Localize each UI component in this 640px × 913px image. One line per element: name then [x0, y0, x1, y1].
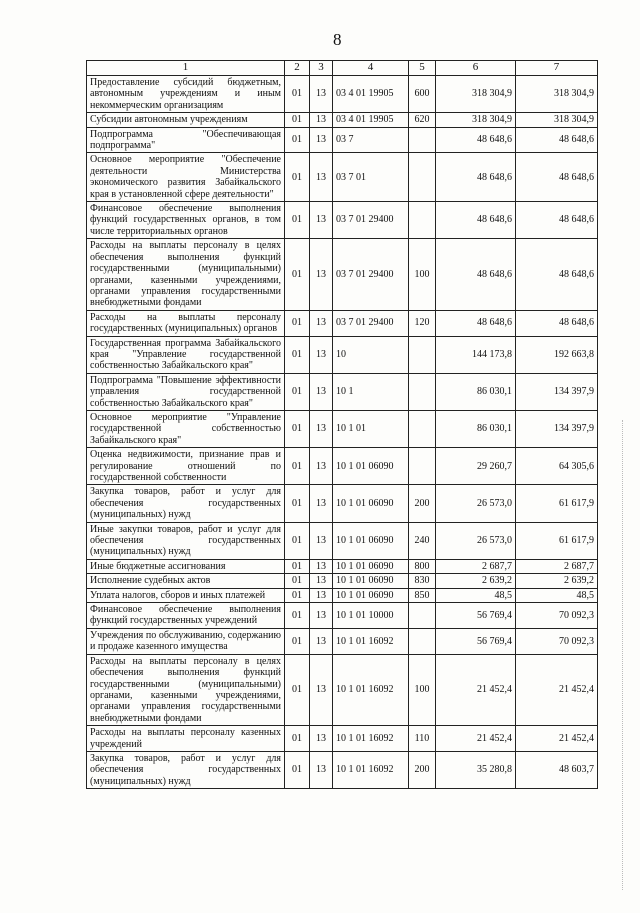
sum-cell-col6: 21 452,4 — [436, 654, 516, 725]
sum-cell-col7: 48 603,7 — [516, 751, 598, 788]
sum-cell-col6: 48 648,6 — [436, 310, 516, 336]
row-name-cell: Учреждения по обслуживанию, содержанию и продаже казенного имущества — [87, 628, 285, 654]
sum-cell-col7: 21 452,4 — [516, 654, 598, 725]
sum-cell-col6: 21 452,4 — [436, 726, 516, 752]
subsection-cell: 13 — [310, 628, 333, 654]
expense-type-cell — [409, 127, 436, 153]
target-article-cell: 10 1 01 10000 — [333, 603, 409, 629]
subsection-cell: 13 — [310, 410, 333, 447]
header-cell: 2 — [285, 61, 310, 76]
table-row — [87, 559, 598, 573]
table-row — [87, 522, 598, 559]
table-row — [87, 654, 598, 725]
target-article-cell: 10 1 01 06090 — [333, 485, 409, 522]
target-article-cell: 03 7 01 29400 — [333, 310, 409, 336]
table-row — [87, 410, 598, 447]
table-row — [87, 202, 598, 239]
row-name-cell: Предоставление субсидий бюджетным, автономным учреждениям и иным некоммерческим организациям — [87, 76, 285, 113]
target-article-cell: 03 7 01 29400 — [333, 239, 409, 310]
sum-cell-col6: 56 769,4 — [436, 628, 516, 654]
sum-cell-col6: 144 173,8 — [436, 336, 516, 373]
sum-cell-col7: 192 663,8 — [516, 336, 598, 373]
target-article-cell: 10 1 01 06090 — [333, 522, 409, 559]
scan-artifact-line — [622, 420, 624, 890]
target-article-cell: 03 4 01 19905 — [333, 76, 409, 113]
target-article-cell: 03 4 01 19905 — [333, 113, 409, 127]
sum-cell-col6: 2 687,7 — [436, 559, 516, 573]
row-name-cell: Основное мероприятие "Управление государственной собственностью Забайкальского края" — [87, 410, 285, 447]
target-article-cell: 10 1 01 — [333, 410, 409, 447]
sum-cell-col7: 48 648,6 — [516, 127, 598, 153]
table-row — [87, 628, 598, 654]
expense-type-cell: 100 — [409, 654, 436, 725]
target-article-cell: 10 1 01 16092 — [333, 628, 409, 654]
subsection-cell: 13 — [310, 239, 333, 310]
sum-cell-col6: 35 280,8 — [436, 751, 516, 788]
table-row — [87, 153, 598, 202]
target-article-cell: 03 7 — [333, 127, 409, 153]
table-row — [87, 373, 598, 410]
section-cell: 01 — [285, 153, 310, 202]
row-name-cell: Расходы на выплаты персоналу в целях обеспечения выполнения функций государственными (муниципальными) органами, казенными учреждениями, органами управления государственными внебюджетными фондами — [87, 239, 285, 310]
section-cell: 01 — [285, 654, 310, 725]
subsection-cell: 13 — [310, 751, 333, 788]
row-name-cell: Иные бюджетные ассигнования — [87, 559, 285, 573]
table-row — [87, 113, 598, 127]
section-cell: 01 — [285, 588, 310, 602]
target-article-cell: 10 — [333, 336, 409, 373]
header-cell: 1 — [87, 61, 285, 76]
row-name-cell: Закупка товаров, работ и услуг для обеспечения государственных (муниципальных) нужд — [87, 485, 285, 522]
page-number: 8 — [333, 30, 342, 49]
row-name-cell: Расходы на выплаты персоналу государственных (муниципальных) органов — [87, 310, 285, 336]
sum-cell-col7: 70 092,3 — [516, 603, 598, 629]
target-article-cell: 10 1 01 16092 — [333, 726, 409, 752]
sum-cell-col6: 56 769,4 — [436, 603, 516, 629]
expense-type-cell: 110 — [409, 726, 436, 752]
sum-cell-col7: 61 617,9 — [516, 485, 598, 522]
header-cell: 7 — [516, 61, 598, 76]
sum-cell-col6: 48 648,6 — [436, 153, 516, 202]
expense-type-cell: 620 — [409, 113, 436, 127]
table-row — [87, 603, 598, 629]
section-cell: 01 — [285, 410, 310, 447]
subsection-cell: 13 — [310, 485, 333, 522]
row-name-cell: Подпрограмма "Повышение эффективности управления государственной собственностью Забайкальского края" — [87, 373, 285, 410]
row-name-cell: Оценка недвижимости, признание прав и регулирование отношений по государственной собственности — [87, 448, 285, 485]
row-name-cell: Основное мероприятие "Обеспечение деятельности Министерства экономического развития Забайкальского края в установленной сфере деятельности" — [87, 153, 285, 202]
sum-cell-col6: 86 030,1 — [436, 373, 516, 410]
sum-cell-col7: 134 397,9 — [516, 373, 598, 410]
section-cell: 01 — [285, 127, 310, 153]
table-row — [87, 239, 598, 310]
subsection-cell: 13 — [310, 373, 333, 410]
sum-cell-col7: 48 648,6 — [516, 202, 598, 239]
sum-cell-col7: 318 304,9 — [516, 113, 598, 127]
section-cell: 01 — [285, 239, 310, 310]
header-row — [87, 61, 598, 76]
expense-type-cell — [409, 603, 436, 629]
section-cell: 01 — [285, 76, 310, 113]
sum-cell-col7: 64 305,6 — [516, 448, 598, 485]
section-cell: 01 — [285, 574, 310, 588]
budget-table — [86, 60, 598, 789]
subsection-cell: 13 — [310, 127, 333, 153]
target-article-cell: 03 7 01 29400 — [333, 202, 409, 239]
header-cell: 4 — [333, 61, 409, 76]
table-row — [87, 448, 598, 485]
table-row — [87, 310, 598, 336]
section-cell: 01 — [285, 448, 310, 485]
expense-type-cell: 850 — [409, 588, 436, 602]
sum-cell-col6: 48 648,6 — [436, 202, 516, 239]
sum-cell-col7: 48 648,6 — [516, 239, 598, 310]
subsection-cell: 13 — [310, 726, 333, 752]
subsection-cell: 13 — [310, 588, 333, 602]
row-name-cell: Финансовое обеспечение выполнения функций государственных учреждений — [87, 603, 285, 629]
section-cell: 01 — [285, 373, 310, 410]
sum-cell-col7: 61 617,9 — [516, 522, 598, 559]
header-cell: 5 — [409, 61, 436, 76]
sum-cell-col6: 318 304,9 — [436, 76, 516, 113]
section-cell: 01 — [285, 751, 310, 788]
target-article-cell: 10 1 01 06090 — [333, 559, 409, 573]
table-row — [87, 751, 598, 788]
row-name-cell: Финансовое обеспечение выполнения функций государственных органов, в том числе территориальных органов — [87, 202, 285, 239]
target-article-cell: 10 1 01 16092 — [333, 654, 409, 725]
expense-type-cell: 100 — [409, 239, 436, 310]
expense-type-cell: 240 — [409, 522, 436, 559]
expense-type-cell: 200 — [409, 751, 436, 788]
sum-cell-col7: 48,5 — [516, 588, 598, 602]
sum-cell-col6: 26 573,0 — [436, 522, 516, 559]
row-name-cell: Подпрограмма "Обеспечивающая подпрограмма" — [87, 127, 285, 153]
table-row — [87, 574, 598, 588]
sum-cell-col6: 48,5 — [436, 588, 516, 602]
table-row — [87, 127, 598, 153]
sum-cell-col7: 2 687,7 — [516, 559, 598, 573]
subsection-cell: 13 — [310, 654, 333, 725]
expense-type-cell: 120 — [409, 310, 436, 336]
expense-type-cell — [409, 153, 436, 202]
sum-cell-col6: 26 573,0 — [436, 485, 516, 522]
target-article-cell: 10 1 01 06090 — [333, 588, 409, 602]
expense-type-cell — [409, 373, 436, 410]
target-article-cell: 10 1 01 06090 — [333, 574, 409, 588]
row-name-cell: Государственная программа Забайкальского края "Управление государственной собственностью Забайкальского края" — [87, 336, 285, 373]
sum-cell-col6: 318 304,9 — [436, 113, 516, 127]
header-cell: 3 — [310, 61, 333, 76]
subsection-cell: 13 — [310, 574, 333, 588]
expense-type-cell — [409, 448, 436, 485]
subsection-cell: 13 — [310, 76, 333, 113]
row-name-cell: Субсидии автономным учреждениям — [87, 113, 285, 127]
sum-cell-col7: 318 304,9 — [516, 76, 598, 113]
section-cell: 01 — [285, 603, 310, 629]
table-row — [87, 76, 598, 113]
table-row — [87, 588, 598, 602]
expense-type-cell — [409, 628, 436, 654]
expense-type-cell: 600 — [409, 76, 436, 113]
subsection-cell: 13 — [310, 603, 333, 629]
expense-type-cell: 830 — [409, 574, 436, 588]
subsection-cell: 13 — [310, 336, 333, 373]
section-cell: 01 — [285, 113, 310, 127]
sum-cell-col6: 48 648,6 — [436, 239, 516, 310]
section-cell: 01 — [285, 726, 310, 752]
sum-cell-col7: 48 648,6 — [516, 310, 598, 336]
sum-cell-col7: 48 648,6 — [516, 153, 598, 202]
target-article-cell: 10 1 01 16092 — [333, 751, 409, 788]
header-cell: 6 — [436, 61, 516, 76]
table-row — [87, 336, 598, 373]
subsection-cell: 13 — [310, 310, 333, 336]
table-row — [87, 726, 598, 752]
subsection-cell: 13 — [310, 113, 333, 127]
target-article-cell: 03 7 01 — [333, 153, 409, 202]
row-name-cell: Закупка товаров, работ и услуг для обеспечения государственных (муниципальных) нужд — [87, 751, 285, 788]
target-article-cell: 10 1 01 06090 — [333, 448, 409, 485]
section-cell: 01 — [285, 522, 310, 559]
table-row — [87, 485, 598, 522]
target-article-cell: 10 1 — [333, 373, 409, 410]
sum-cell-col7: 70 092,3 — [516, 628, 598, 654]
expense-type-cell — [409, 336, 436, 373]
expense-type-cell: 200 — [409, 485, 436, 522]
row-name-cell: Расходы на выплаты персоналу казенных учреждений — [87, 726, 285, 752]
sum-cell-col7: 21 452,4 — [516, 726, 598, 752]
sum-cell-col6: 86 030,1 — [436, 410, 516, 447]
section-cell: 01 — [285, 310, 310, 336]
row-name-cell: Расходы на выплаты персоналу в целях обеспечения выполнения функций государственными (муниципальными) органами, казенными учреждениями, органами управления государственными внебюджетными фондами — [87, 654, 285, 725]
subsection-cell: 13 — [310, 202, 333, 239]
section-cell: 01 — [285, 202, 310, 239]
subsection-cell: 13 — [310, 448, 333, 485]
section-cell: 01 — [285, 336, 310, 373]
expense-type-cell — [409, 202, 436, 239]
subsection-cell: 13 — [310, 559, 333, 573]
section-cell: 01 — [285, 485, 310, 522]
expense-type-cell: 800 — [409, 559, 436, 573]
section-cell: 01 — [285, 628, 310, 654]
sum-cell-col6: 2 639,2 — [436, 574, 516, 588]
subsection-cell: 13 — [310, 153, 333, 202]
subsection-cell: 13 — [310, 522, 333, 559]
row-name-cell: Уплата налогов, сборов и иных платежей — [87, 588, 285, 602]
sum-cell-col7: 2 639,2 — [516, 574, 598, 588]
expense-type-cell — [409, 410, 436, 447]
sum-cell-col6: 29 260,7 — [436, 448, 516, 485]
row-name-cell: Исполнение судебных актов — [87, 574, 285, 588]
section-cell: 01 — [285, 559, 310, 573]
sum-cell-col7: 134 397,9 — [516, 410, 598, 447]
sum-cell-col6: 48 648,6 — [436, 127, 516, 153]
row-name-cell: Иные закупки товаров, работ и услуг для обеспечения государственных (муниципальных) нужд — [87, 522, 285, 559]
